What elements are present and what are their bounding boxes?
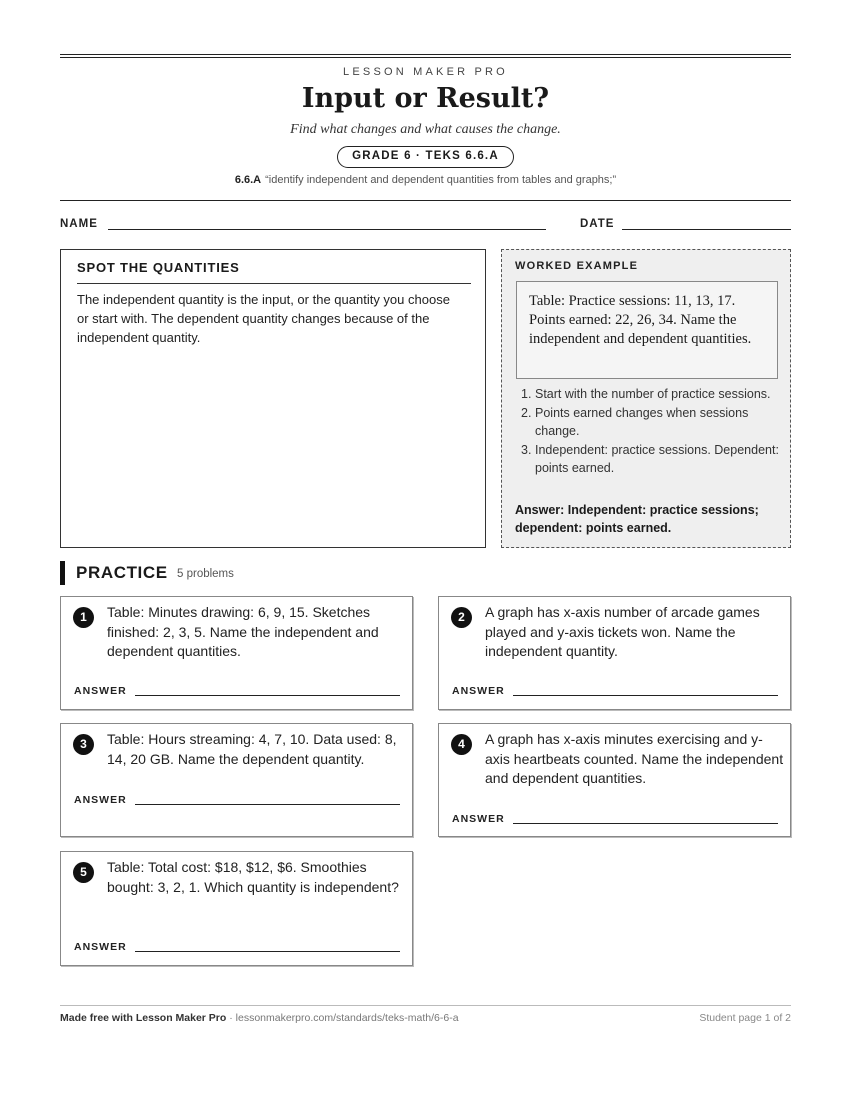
header-divider (60, 200, 791, 201)
worksheet-page (60, 0, 791, 1100)
footer-made-with: Made free with Lesson Maker Pro (60, 1012, 227, 1024)
practice-accent-bar (60, 561, 65, 585)
footer-url[interactable]: · lessonmakerpro.com/standards/teks-math/6-6-a (226, 1012, 459, 1024)
worked-example-steps (515, 385, 783, 478)
problem-card-3 (60, 723, 413, 837)
answer-label: ANSWER (452, 813, 505, 825)
grade-standard-badge: GRADE 6 · TEKS 6.6.A (337, 146, 514, 168)
answer-line[interactable] (513, 823, 778, 824)
problem-number-badge: 4 (451, 734, 472, 755)
problem-card-2 (438, 596, 791, 710)
practice-problem-count: 5 problems (177, 568, 234, 580)
answer-line[interactable] (135, 951, 400, 952)
answer-label: ANSWER (74, 685, 127, 697)
spot-panel-title: SPOT THE QUANTITIES (77, 260, 240, 275)
step-number: 1. (521, 387, 532, 401)
name-field-line[interactable] (108, 229, 546, 230)
footer-page-number: Student page 1 of 2 (699, 1012, 791, 1024)
step-text: Independent: practice sessions. Dependent: points earned. (535, 442, 779, 475)
worked-example-problem: Table: Practice sessions: 11, 13, 17. Points earned: 22, 26, 34. Name the independent and dependent quantities. (516, 281, 778, 379)
practice-heading: PRACTICE (76, 563, 168, 582)
answer-label: ANSWER (74, 794, 127, 806)
worksheet-title: Input or Result? (301, 83, 550, 114)
problem-number-badge: 3 (73, 734, 94, 755)
problem-text: A graph has x-axis number of arcade games played and y-axis tickets won. Name the independent quantity. (485, 604, 760, 659)
answer-line[interactable] (135, 804, 400, 805)
worksheet-subtitle: Find what changes and what causes the change. (290, 122, 561, 137)
problem-number-badge: 2 (451, 607, 472, 628)
date-field-line[interactable] (622, 229, 791, 230)
step-number: 3. (521, 442, 532, 457)
answer-line[interactable] (513, 695, 778, 696)
problem-number-badge: 5 (73, 862, 94, 883)
worked-example-answer: Answer: Independent: practice sessions; dependent: points earned. (515, 503, 759, 535)
problem-number-badge: 1 (73, 607, 94, 628)
name-label: NAME (60, 218, 98, 230)
footer-divider (60, 1005, 791, 1006)
problem-card-1 (60, 596, 413, 710)
worked-step (515, 385, 783, 404)
worked-step (515, 441, 783, 478)
standard-text: “identify independent and dependent quantities from tables and graphs;” (265, 174, 617, 186)
brand-name: LESSON MAKER PRO (343, 66, 508, 78)
problem-card-5 (60, 851, 413, 966)
answer-label: ANSWER (452, 685, 505, 697)
answer-line[interactable] (135, 695, 400, 696)
problem-text: A graph has x-axis minutes exercising and y-axis heartbeats counted. Name the independent and dependent quantities. (485, 731, 784, 786)
step-text: Start with the number of practice sessions. (535, 387, 771, 401)
problem-text: Table: Hours streaming: 4, 7, 10. Data used: 8, 14, 20 GB. Name the dependent quantity. (107, 731, 397, 767)
step-text: Points earned changes when sessions change. (535, 405, 749, 438)
date-label: DATE (580, 218, 615, 230)
standard-code: 6.6.A (234, 174, 262, 186)
spot-quantities-panel (60, 249, 486, 548)
problem-text: Table: Total cost: $18, $12, $6. Smoothies bought: 3, 2, 1. Which quantity is independent? (107, 859, 399, 895)
step-number: 2. (521, 405, 532, 420)
top-double-rule (60, 54, 791, 58)
footer-credit (60, 1012, 459, 1024)
spot-panel-divider (77, 283, 471, 284)
worked-example-title: WORKED EXAMPLE (515, 260, 639, 272)
standard-description (60, 174, 791, 186)
problem-card-4 (438, 723, 791, 837)
problem-text: Table: Minutes drawing: 6, 9, 15. Sketches finished: 2, 3, 5. Name the independent and dependent quantities. (107, 604, 379, 659)
worked-example-panel (501, 249, 791, 548)
answer-label: ANSWER (74, 941, 127, 953)
spot-panel-text: The independent quantity is the input, or the quantity you choose or start with. The dependent quantity changes because of the independent quantity. (77, 292, 450, 345)
worked-step (515, 404, 783, 441)
